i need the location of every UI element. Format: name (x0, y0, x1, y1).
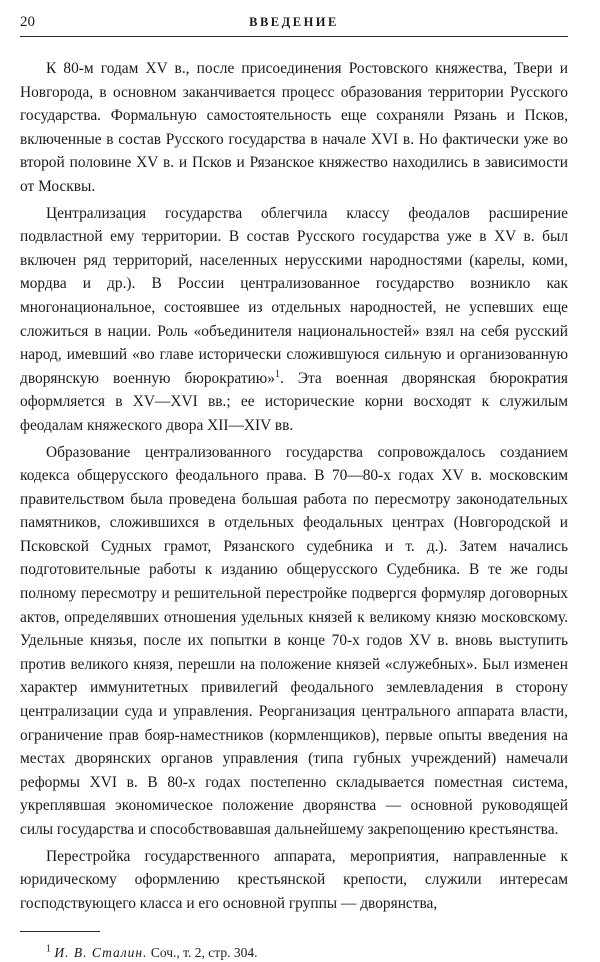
footnote-author: И. В. Сталин. (54, 945, 148, 961)
footnote-source: Соч., т. 2, стр. 304. (147, 945, 258, 961)
paragraph-2-tail: . Эта военная дворянская бюрократия оформляется в XV—XVI вв.; ее исторические корни восходят к служилым феодалам княжеского двора XII—XIV вв. (20, 369, 568, 434)
paragraph-3: Образование централизованного государства сопровождалось созданием кодекса общерусского феодального права. В 70—80-х годах XV в. московским правительством была проведена большая работа по пересмотру законодательных памятников, сложившихся в отдельных феодальных центрах (Новгородской и Псковской Судных грамот, Рязанского судебника и т. д.). Затем начались подготовительные работы к изданию общерусского Судебника. В те же годы полному пересмотру и решительной перестройке подвергся формуляр договорных актов, определявших отношения удельных князей к великому князю московскому. Удельные князья, после их попытки в конце 70-х годов XV в. вновь выступить против великого князя, перешли на положение князей «служебных». Был изменен характер иммунитетных привилегий феодального землевладения в сторону централизации суда и управления. Реорганизация центрального аппарата власти, ограничение прав бояр-наместников (кормленщиков), первые опыты введения на местах дворянских органов управления (типа губных учреждений) намечали реформы XVI в. В 80-х годах постепенно складывается поместная система, укреплявшая экономическое положение дворянства — основной руководящей силы государства и способствовавшая дальнейшему закрепощению крестьянства. (20, 443, 568, 838)
footnote-divider (20, 931, 100, 932)
footnote-marker: 1 (46, 943, 51, 955)
body-text (20, 57, 568, 915)
paragraph-4: Перестройка государственного аппарата, мероприятия, направленные к юридическому оформлению крестьянской крепости, служили интересам господствующего класса и его основной группы — дворянства, (20, 847, 568, 912)
page-number: 20 (20, 14, 35, 30)
running-title: ВВЕДЕНИЕ (249, 15, 339, 29)
paragraph-2-text: Централизация государства облегчила классу феодалов расширение подвластной ему территории. В состав Русского государства уже в XV в. был включен ряд территорий, населенных нерусскими народностями (карелы, коми, мордва и др.). В России централизованное государство возникло как многонациональное, состоявшее из отдельных народностей, не успевших еще сложиться в нации. Роль «объединителя национальностей» взял на себя русский народ, имевший «во главе исторически сложившуюся сильную и организованную дворянскую военную бюрократию» (20, 204, 568, 387)
paragraph-1: К 80-м годам XV в., после присоединения Ростовского княжества, Твери и Новгорода, в основном заканчивается процесс образования территории Русского государства. Формальную самостоятельность еще сохраняли Рязань и Псков, включенные в состав Русского государства в начале XVI в. Но фактически уже во второй половине XV в. и Псков и Рязанское княжество находились в зависимости от Москвы. (20, 60, 568, 195)
page-header (20, 14, 568, 37)
footnote-reference[interactable]: 1 (274, 368, 280, 380)
paragraph-2 (20, 202, 568, 438)
page (20, 14, 568, 962)
footnote (20, 944, 568, 962)
